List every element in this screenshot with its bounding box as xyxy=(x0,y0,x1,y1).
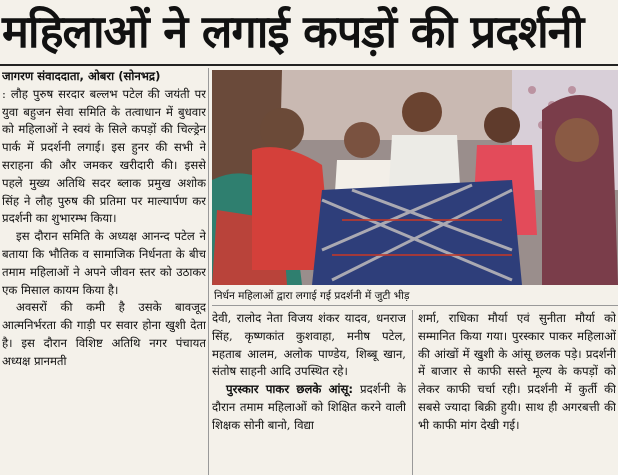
column-1-para-2: इस दौरान समिति के अध्यक्ष आनन्द पटेल ने बताया कि भौतिक व सामाजिक निर्धनता के बीच तमाम महिलाओं ने अपने जीवन स्तर को उठाकर एक मिसाल कायम किया है। xyxy=(2,229,206,297)
column-divider-2 xyxy=(412,310,413,475)
column-1-para-3: अवसरों की कमी है उसके बावजूद आत्मनिर्भरता की गाड़ी पर सवार होना खुशी देता है। इस दौरान विशिष्ट अतिथि नगर पंचायत अध्यक्ष प्रानमती xyxy=(2,300,206,368)
subheading: पुरस्कार पाकर छलके आंसू: xyxy=(226,382,353,397)
byline: जागरण संवाददाता, ओबरा (सोनभद्र) xyxy=(2,69,161,83)
photo-caption: निर्धन महिलाओं द्वारा लगाई गई प्रदर्शनी में जुटी भीड़ xyxy=(214,290,410,302)
column-2-para-2 xyxy=(212,381,406,434)
column-3-para-1: शर्मा, राधिका मौर्या एवं सुनीता मौर्या को सम्मानित किया गया। पुरस्कार पाकर महिलाओं की आंखों में खुशी के आंसू छलक पड़े। प्रदर्शनी में बाजार से काफी सस्ते मूल्य के कपड़ों को लेकर काफी चर्चा रही। प्रदर्शनी में कुर्ती की सबसे ज्यादा बिक्री हुयी। साथ ही अगरबत्ती की भी काफी मांग देखी गई। xyxy=(418,311,616,432)
crowd-photo-illustration xyxy=(212,70,618,285)
headline: महिलाओं ने लगाई कपड़ों की प्रदर्शनी xyxy=(2,5,584,58)
column-divider xyxy=(208,68,209,475)
headline-rule xyxy=(0,64,618,66)
column-1-para-1 xyxy=(2,68,206,228)
column-2-para-1: देवी, रालोद नेता विजय शंकर यादव, धनराज सिंह, कृष्णकांत कुशवाहा, मनीष पटेल, महताब आलम, अलोक पाण्डेय, शिब्बू खान, संतोष साहनी आदि उपस्थित रहे। xyxy=(212,311,406,379)
column-2-text-2: प्रदर्शनी के दौरान तमाम महिलाओं को शिक्षित करने वाली शिक्षक सोनी बानो, विद्या xyxy=(212,382,406,432)
column-2 xyxy=(212,310,406,475)
crowd-photo xyxy=(212,70,618,285)
column-3 xyxy=(418,310,616,475)
column-1 xyxy=(2,68,206,475)
caption-rule xyxy=(212,305,618,306)
column-1-text-1: : लौह पुरुष सरदार बल्लभ पटेल की जयंती पर युवा बहुजन सेवा समिति के तत्वाधान में बुधवार को महिलाओं ने स्वयं के सिले कपड़ों की चिल्ड्रेन पार्क में प्रदर्शनी लगाई। इस हुनर की सभी ने सराहना की और जमकर खरीदारी की। इससे पहले मुख्य अतिथि सदर ब्लाक प्रमुख अशोक सिंह ने लौह पुरुष की प्रतिमा पर माल्यार्पण कर प्रदर्शनी का शुभारम्भ किया। xyxy=(2,86,206,226)
